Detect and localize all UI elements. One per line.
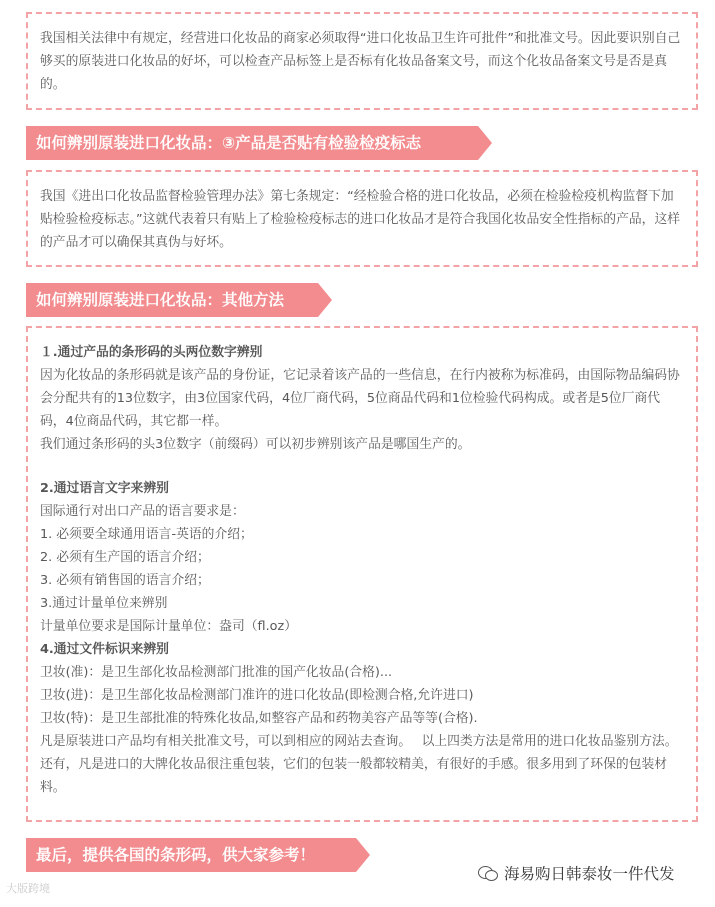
list-item: 1. 必须要全球通用语言-英语的介绍； xyxy=(40,527,253,542)
watermark-text: 海易购日韩泰妆一件代发 xyxy=(504,865,675,883)
wechat-icon xyxy=(478,865,498,881)
section-title: 如何辨别原装进口化妆品：③产品是否贴有检验检疫标志 xyxy=(36,134,422,152)
site-logo xyxy=(6,880,50,896)
list-item: 3. 必须有销售国的语言介绍； xyxy=(40,573,210,588)
wechat-watermark xyxy=(478,862,675,884)
list-item: 卫妆(进)：是卫生部化妆品检测部门准许的进口化妆品(即检测合格,允许进口) xyxy=(40,688,474,703)
method-4-title: 4.通过文件标识来辨别 xyxy=(40,642,169,657)
inspection-text: 我国《进出口化妆品监督检验管理办法》第七条规定：“经检验合格的进口化妆品，必须在检验检疫机构监督下加贴检验检疫标志。”这就代表着只有贴上了检验检疫标志的进口化妆品才是符合我国化妆品安全性指标的产品，这样的产品才可以确保其真伪与好坏。 xyxy=(40,189,681,250)
method-1-text: 因为化妆品的条形码就是该产品的身份证，它记录着该产品的一些信息，在行内被称为标准码，由国际物品编码协会分配共有的13位数字，由3位国家代码，4位厂商代码，5位商品代码和1位检验代码构成。或者是5位厂商代码，4位商品代码，其它都一样。 xyxy=(40,368,680,429)
other-methods-section xyxy=(26,326,698,822)
inspection-section xyxy=(26,170,698,267)
method-3-text: 计量单位要求是国际计量单位：盎司（fl.oz） xyxy=(40,619,298,634)
section-header-other-methods xyxy=(26,283,332,317)
list-item: 2. 必须有生产国的语言介绍； xyxy=(40,550,210,565)
list-item: 卫妆(特)：是卫生部批准的特殊化妆品,如整容产品和药物美容产品等等(合格). xyxy=(40,711,478,726)
method-1-title: １.通过产品的条形码的头两位数字辨别 xyxy=(40,345,263,360)
method-2-intro: 国际通行对出口产品的语言要求是： xyxy=(40,504,245,519)
section-title: 最后，提供各国的条形码，供大家参考！ xyxy=(36,846,316,864)
intro-section xyxy=(26,12,698,110)
list-item: 卫妆(准)：是卫生部化妆品检测部门批准的国产化妆品(合格)... xyxy=(40,665,393,680)
site-logo-text: 大版跨境 xyxy=(6,882,50,895)
section-header-final xyxy=(26,838,370,872)
method-1-note: 我们通过条形码的头3位数字（前缀码）可以初步辨别该产品是哪国生产的。 xyxy=(40,437,471,452)
intro-text: 我国相关法律中有规定，经营进口化妆品的商家必须取得“进口化妆品卫生许可批件”和批准文号。因此要识别自己够买的原装进口化妆品的好坏，可以检查产品标签上是否标有化妆品备案文号，而这个化妆品备案文号是否是真的。 xyxy=(40,31,681,92)
method-2-title: 2.通过语言文字来辨别 xyxy=(40,481,169,496)
section-header-inspection-mark xyxy=(26,126,492,160)
method-4-text: 凡是原装进口产品均有相关批准文号，可以到相应的网站去查询。 以上四类方法是常用的进口化妆品鉴别方法。还有，凡是进口的大牌化妆品很注重包装，它们的包装一般都较精美，有很好的手感。很多用到了环保的包装材料。 xyxy=(40,734,678,795)
section-title: 如何辨别原装进口化妆品：其他方法 xyxy=(36,291,285,309)
method-3-title: 3.通过计量单位来辨别 xyxy=(40,596,168,611)
